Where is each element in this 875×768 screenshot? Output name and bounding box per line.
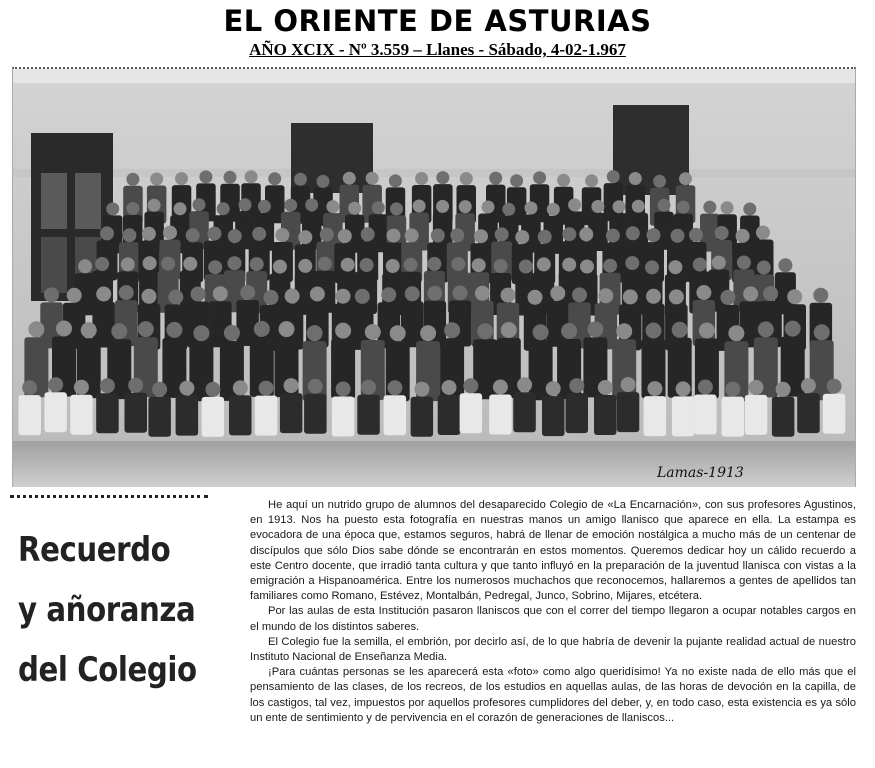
person-head	[381, 287, 396, 302]
person-head	[78, 259, 92, 273]
person-head	[632, 200, 645, 213]
person-head	[138, 321, 154, 337]
person-head	[427, 286, 442, 301]
person-head	[28, 321, 44, 337]
person-head	[720, 290, 735, 305]
person-head	[161, 257, 175, 271]
window-left-pane-b	[75, 173, 101, 229]
person-head	[48, 377, 63, 392]
person-head	[326, 200, 339, 213]
person-head	[547, 203, 560, 216]
person-head	[623, 289, 638, 304]
person-head	[386, 259, 400, 273]
person-body	[70, 395, 93, 435]
person-head	[142, 227, 156, 241]
person-head	[743, 203, 756, 216]
headline-line-2: y añoranza	[18, 590, 196, 630]
person-head	[561, 323, 577, 339]
person-head	[387, 380, 402, 395]
person-head	[626, 226, 640, 240]
person-head	[150, 173, 163, 186]
person-head	[128, 378, 143, 393]
person-head	[284, 378, 299, 393]
person-head	[546, 381, 561, 396]
person-head	[645, 260, 659, 274]
person-head	[519, 260, 533, 274]
person-head	[827, 379, 842, 394]
person-head	[56, 321, 72, 337]
person-head	[528, 290, 543, 305]
person-head	[572, 287, 587, 302]
person-head	[502, 203, 515, 216]
window-right	[613, 105, 689, 195]
window-left-pane-a	[41, 173, 67, 229]
person-head	[404, 258, 418, 272]
person-head	[715, 226, 729, 240]
person-head	[310, 287, 325, 302]
person-head	[208, 260, 222, 274]
person-body	[280, 393, 303, 433]
person-head	[413, 200, 426, 213]
person-head	[621, 377, 636, 392]
person-head	[591, 200, 604, 213]
article-paragraph: Por las aulas de esta Institución pasaron llaniscos que con el correr del tiempo llegaron a ocupar notables cargos en el mundo de los distintos saberes.	[250, 605, 856, 633]
person-head	[318, 257, 332, 271]
person-head	[100, 378, 115, 393]
person-head	[562, 258, 576, 272]
person-head	[699, 323, 715, 339]
person-head	[606, 229, 620, 243]
person-head	[240, 285, 255, 300]
person-head	[475, 286, 490, 301]
person-head	[757, 261, 771, 275]
photo-signature: Lamas-1913	[657, 465, 744, 481]
person-head	[228, 229, 242, 243]
person-head	[343, 172, 356, 185]
person-head	[736, 229, 750, 243]
person-body	[229, 395, 252, 435]
article-paragraph: He aquí un nutrido grupo de alumnos del desaparecido Colegio de «La Encarnación», con sus profesores Agustinos, en 1913. Nos ha puesto esta fotografía en nuestras manos un amigo llanisco que aparece en ella. La estampa es evocadora de una época que, estamos seguros, habrá de llenar de emoción nostálgica a mucho más de un centenar de discípulos que sólo Dios sabe dónde se encontrarán en estos momentos. Queremos dedicar hoy un cálido recuerdo a este Centro docente, que irradió tanta cultura y que tanto influyó en la preparación de la juventud llanisca con vistas a la emigración a Hispanoamérica. Entre los numerosos muchachos que reconocemos, hallaremos a gentes de apellidos tan familiares como Romano, Estévez, Montalbán, Pedregal, Junco, Sobrino, Mijares, etcétera.	[250, 499, 856, 603]
person-head	[228, 256, 242, 270]
person-head	[477, 323, 493, 339]
person-head	[482, 201, 495, 214]
person-head	[450, 228, 464, 242]
person-head	[275, 228, 289, 242]
person-head	[317, 175, 330, 188]
issue-line: AÑO XCIX - Nº 3.559 – Llanes - Sábado, 4-02-1.967	[249, 40, 626, 59]
person-body	[255, 396, 277, 436]
person-head	[568, 198, 581, 211]
person-body	[304, 394, 327, 434]
person-head	[587, 321, 603, 337]
person-head	[259, 381, 274, 396]
person-head	[199, 170, 212, 183]
person-head	[451, 257, 465, 271]
person-body	[823, 394, 846, 434]
building-top	[13, 69, 855, 83]
person-head	[252, 227, 266, 241]
person-head	[121, 257, 135, 271]
person-body	[332, 397, 355, 437]
person-head	[106, 202, 119, 215]
person-head	[453, 286, 468, 301]
person-head	[193, 325, 209, 341]
person-head	[100, 226, 114, 240]
person-head	[268, 172, 281, 185]
person-head	[143, 256, 157, 270]
wall-band	[13, 169, 855, 177]
person-head	[646, 289, 661, 304]
person-head	[264, 290, 279, 305]
person-head	[387, 229, 401, 243]
person-head	[515, 230, 529, 244]
person-head	[787, 289, 802, 304]
person-head	[814, 324, 830, 340]
person-head	[676, 381, 691, 396]
person-head	[538, 230, 552, 244]
person-head	[191, 287, 206, 302]
person-head	[365, 324, 381, 340]
person-body	[411, 397, 434, 437]
group-photo-image	[13, 69, 855, 487]
person-head	[405, 228, 419, 242]
person-head	[207, 227, 221, 241]
person-head	[625, 256, 639, 270]
person-body	[542, 396, 565, 436]
person-head	[193, 198, 206, 211]
window-left-pane-c	[41, 237, 67, 293]
person-head	[698, 380, 713, 395]
person-head	[95, 257, 109, 271]
person-head	[501, 322, 517, 338]
person-head	[533, 171, 546, 184]
article-paragraph: ¡Para cuántas personas se les aparecerá esta «foto» como algo queridísimo! Ya no existe nada de ello más que el pensamiento de las clases, de los recreos, de los estudios en aquellas aulas, de las horas de devoción en la capilla, de los castigos, tal vez, impuestos por aquellos profesores cumplidores del deber, y, en todo caso, esta existencia es ya sólo un ente de sentimiento y de pervivencia en el corazón de generaciones de llaniscos...	[250, 666, 856, 724]
person-body	[19, 395, 42, 435]
person-head	[801, 378, 816, 393]
person-head	[405, 286, 420, 301]
headline-line-1: Recuerdo	[18, 530, 171, 570]
person-body	[125, 393, 148, 433]
person-head	[183, 257, 197, 271]
person-head	[647, 228, 661, 242]
person-head	[245, 170, 258, 183]
person-head	[460, 172, 473, 185]
person-head	[459, 200, 472, 213]
person-head	[431, 229, 445, 243]
person-head	[205, 382, 220, 397]
person-head	[525, 202, 538, 215]
person-head	[285, 289, 300, 304]
person-head	[233, 380, 248, 395]
person-head	[148, 199, 161, 212]
person-head	[111, 323, 127, 339]
person-body	[202, 397, 225, 437]
person-head	[250, 257, 264, 271]
person-head	[298, 259, 312, 273]
person-head	[427, 257, 441, 271]
person-body	[44, 392, 67, 432]
person-body	[209, 301, 232, 347]
person-head	[537, 257, 551, 271]
person-body	[96, 393, 119, 433]
person-body	[594, 395, 617, 435]
article-paragraph: El Colegio fue la semilla, el embrión, por decirlo así, de lo que habría de devenir la pujante realidad actual de nuestro Instituto Nacional de Enseñanza Media.	[250, 635, 856, 664]
person-head	[728, 325, 744, 341]
person-head	[96, 287, 111, 302]
person-body	[617, 392, 640, 432]
person-body	[473, 339, 497, 399]
person-head	[672, 322, 688, 338]
person-head	[603, 259, 617, 273]
person-head	[442, 380, 457, 395]
person-head	[489, 172, 502, 185]
person-body	[489, 395, 512, 435]
group-photo	[12, 67, 856, 487]
person-head	[671, 229, 685, 243]
person-body	[176, 396, 199, 436]
person-head	[703, 201, 716, 214]
person-head	[562, 227, 576, 241]
person-head	[372, 201, 385, 214]
person-head	[338, 229, 352, 243]
person-body	[566, 393, 589, 433]
person-head	[361, 380, 376, 395]
person-head	[279, 321, 295, 337]
person-head	[307, 325, 323, 341]
person-head	[284, 199, 297, 212]
person-head	[669, 289, 684, 304]
masthead	[0, 4, 875, 61]
person-head	[510, 174, 523, 187]
person-head	[361, 227, 375, 241]
person-head	[298, 230, 312, 244]
person-head	[785, 321, 801, 337]
person-head	[629, 172, 642, 185]
person-body	[187, 302, 210, 348]
person-head	[213, 286, 228, 301]
headline-line-3: del Colegio	[18, 650, 197, 690]
person-head	[533, 324, 549, 340]
person-head	[390, 202, 403, 215]
person-body	[384, 395, 407, 435]
person-head	[415, 172, 428, 185]
person-head	[152, 382, 167, 397]
person-head	[254, 321, 270, 337]
person-body	[148, 397, 171, 437]
person-head	[44, 287, 59, 302]
person-head	[22, 380, 37, 395]
person-head	[273, 260, 287, 274]
person-head	[658, 199, 671, 212]
person-head	[122, 228, 136, 242]
person-head	[653, 175, 666, 188]
person-head	[67, 288, 82, 303]
person-head	[341, 258, 355, 272]
person-head	[168, 290, 183, 305]
person-head	[557, 174, 570, 187]
person-head	[217, 202, 230, 215]
person-head	[186, 228, 200, 242]
person-head	[693, 258, 707, 272]
person-head	[616, 323, 632, 339]
person-head	[696, 285, 711, 300]
person-head	[474, 229, 488, 243]
person-head	[126, 173, 139, 186]
person-head	[756, 226, 770, 240]
person-head	[725, 382, 740, 397]
person-head	[463, 378, 478, 393]
article-body	[250, 498, 856, 766]
person-head	[580, 260, 594, 274]
person-head	[613, 200, 626, 213]
person-head	[436, 200, 449, 213]
person-head	[501, 288, 516, 303]
person-head	[224, 171, 237, 184]
person-body	[460, 393, 483, 433]
person-head	[294, 173, 307, 186]
person-head	[679, 172, 692, 185]
person-head	[336, 382, 351, 397]
person-head	[74, 380, 89, 395]
person-head	[778, 258, 792, 272]
person-head	[126, 202, 139, 215]
person-head	[336, 289, 351, 304]
person-head	[436, 171, 449, 184]
person-head	[677, 201, 690, 214]
person-head	[494, 259, 508, 273]
person-body	[438, 395, 461, 435]
person-head	[493, 380, 508, 395]
person-head	[389, 174, 402, 187]
person-head	[598, 288, 613, 303]
person-head	[607, 170, 620, 183]
person-body	[745, 395, 768, 435]
person-head	[348, 202, 361, 215]
person-head	[472, 258, 486, 272]
person-head	[366, 172, 379, 185]
newspaper-name: EL ORIENTE DE ASTURIAS	[223, 4, 652, 38]
person-head	[258, 200, 271, 213]
person-head	[335, 323, 351, 339]
person-head	[224, 325, 240, 341]
person-head	[420, 325, 436, 341]
person-head	[550, 286, 565, 301]
person-head	[749, 380, 764, 395]
person-head	[721, 201, 734, 214]
person-head	[308, 379, 323, 394]
person-body	[401, 301, 424, 347]
person-head	[646, 323, 662, 339]
person-body	[513, 392, 536, 432]
person-head	[647, 381, 662, 396]
person-body	[772, 397, 795, 437]
person-body	[797, 393, 820, 433]
person-body	[722, 397, 745, 437]
person-head	[174, 202, 187, 215]
divider-dots	[10, 495, 208, 504]
person-head	[517, 377, 532, 392]
person-head	[758, 321, 774, 337]
person-head	[585, 174, 598, 187]
person-head	[320, 228, 334, 242]
person-head	[414, 382, 429, 397]
person-head	[163, 226, 177, 240]
person-head	[737, 256, 751, 270]
person-body	[357, 395, 380, 435]
person-head	[179, 381, 194, 396]
person-head	[776, 382, 791, 397]
person-head	[360, 258, 374, 272]
person-head	[305, 198, 318, 211]
person-body	[694, 395, 717, 435]
person-head	[668, 260, 682, 274]
person-head	[569, 378, 584, 393]
person-head	[763, 286, 778, 301]
person-head	[390, 325, 406, 341]
person-head	[81, 322, 97, 338]
person-head	[166, 322, 182, 338]
person-head	[598, 380, 613, 395]
person-body	[644, 396, 667, 436]
article-headline	[18, 520, 218, 700]
person-body	[672, 396, 695, 436]
person-head	[239, 198, 252, 211]
person-head	[355, 289, 370, 304]
person-head	[813, 288, 828, 303]
person-head	[743, 286, 758, 301]
person-head	[689, 228, 703, 242]
person-head	[444, 322, 460, 338]
person-head	[712, 256, 726, 270]
person-head	[175, 172, 188, 185]
person-head	[142, 289, 157, 304]
person-head	[119, 285, 134, 300]
person-head	[579, 227, 593, 241]
person-head	[495, 227, 509, 241]
